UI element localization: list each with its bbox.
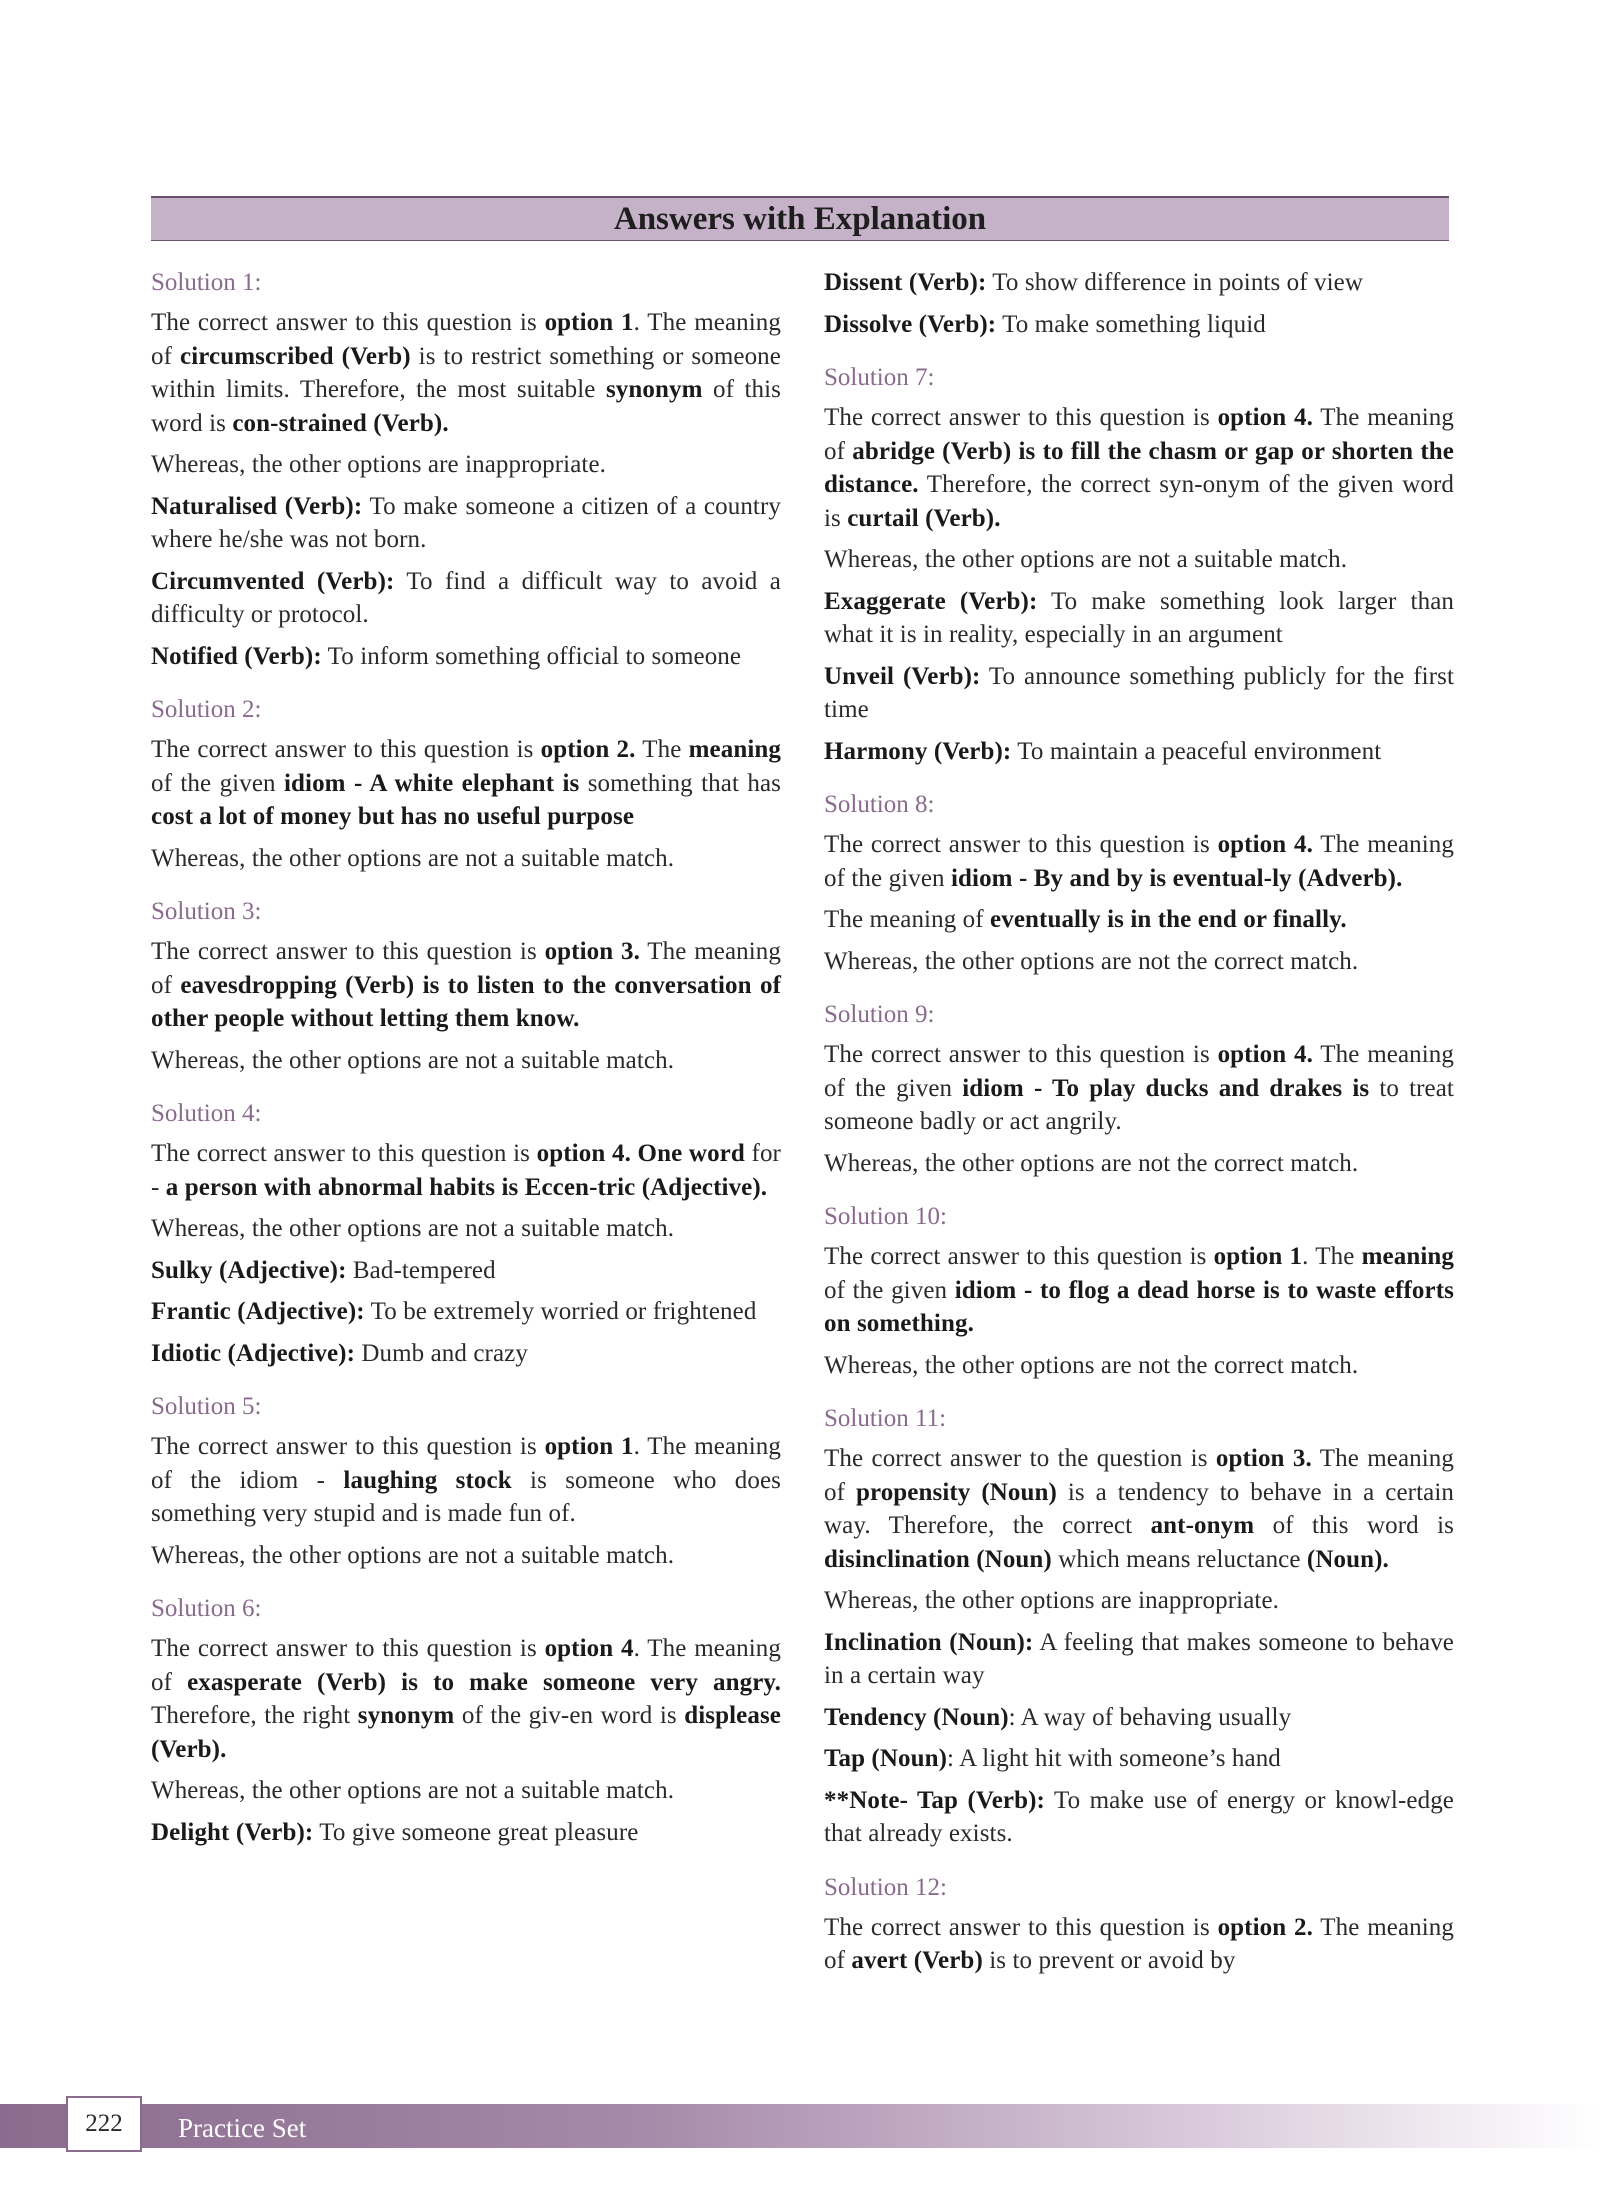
paragraph xyxy=(151,1137,781,1204)
paragraph xyxy=(151,1632,781,1766)
bold-text: Dissolve (Verb): xyxy=(824,310,997,338)
text: Whereas, the other options are not a suitable match. xyxy=(151,1046,675,1074)
text: To inform something official to someone xyxy=(321,642,742,670)
text: The meaning of xyxy=(151,938,781,999)
bold-text: option 2. xyxy=(540,736,636,763)
bold-text: meaning xyxy=(1361,1243,1454,1270)
bold-text: Naturalised (Verb): xyxy=(151,492,363,520)
solution-title: Solution 7: xyxy=(824,364,935,391)
text: Whereas, the other options are not a suitable match. xyxy=(151,1777,675,1804)
paragraph xyxy=(151,733,781,834)
paragraph xyxy=(824,1442,1454,1576)
paragraph xyxy=(824,735,1454,769)
text: To make use of energy or knowl-edge that already exists. xyxy=(824,1786,1454,1847)
bold-text: circumscribed (Verb) xyxy=(180,342,411,370)
bold-text: eavesdropping (Verb) is to listen to the conversation of other people without letting them know. xyxy=(151,971,781,1032)
text: To make something liquid xyxy=(996,310,1266,338)
paragraph xyxy=(151,1337,781,1371)
text: To maintain a peaceful environment xyxy=(1011,737,1382,765)
text: The meaning of the given xyxy=(824,831,1454,892)
text: Whereas, the other options are inappropriate. xyxy=(151,451,607,478)
bold-text: Harmony (Verb): xyxy=(824,737,1012,765)
text: A feeling that makes someone to behave in a certain way xyxy=(824,1628,1454,1689)
bold-text: Frantic (Adjective): xyxy=(151,1298,365,1325)
text: The correct answer to this question is xyxy=(151,1635,545,1662)
bold-text: Inclination (Noun): xyxy=(824,1628,1034,1656)
paragraph xyxy=(824,1349,1454,1383)
bold-text: disinclination (Noun) xyxy=(824,1545,1052,1573)
bold-text: (Noun). xyxy=(1306,1545,1389,1573)
bold-text: option 3. xyxy=(1215,1445,1312,1472)
text: The meaning of xyxy=(824,906,991,933)
bold-text: Tap (Noun) xyxy=(824,1745,948,1772)
text: Bad-tempered xyxy=(346,1256,496,1284)
text: The meaning of the given xyxy=(824,1041,1454,1102)
text: is to prevent or avoid by xyxy=(982,1947,1236,1974)
paragraph xyxy=(151,1774,781,1808)
text: of this word is xyxy=(1254,1512,1454,1539)
bold-text: propensity (Noun) xyxy=(855,1478,1057,1506)
bold-text: a person with abnormal habits is Eccen-tric (Adjective). xyxy=(165,1173,768,1201)
paragraph xyxy=(824,1147,1454,1181)
bold-text: eventually is in the end or finally. xyxy=(990,906,1347,933)
paragraph xyxy=(824,1911,1454,1978)
text: for - xyxy=(151,1140,781,1201)
bold-text: option 1 xyxy=(544,309,634,336)
solution-title: Solution 9: xyxy=(824,1001,935,1028)
text: The correct answer to this question is xyxy=(151,1140,537,1167)
text: Whereas, the other options are not a suitable match. xyxy=(824,546,1348,573)
text: To announce something publicly for the first time xyxy=(824,662,1454,723)
bold-text: synonym xyxy=(605,376,703,403)
paragraph xyxy=(824,1240,1454,1341)
paragraph xyxy=(824,828,1454,895)
text: of the giv-en word is xyxy=(454,1702,685,1729)
text: The correct answer to the question is xyxy=(824,1445,1216,1472)
text: The correct answer to this question is xyxy=(151,736,541,763)
bold-text: option 1 xyxy=(1213,1243,1303,1270)
bold-text: ant-onym xyxy=(1150,1512,1255,1539)
solution-title: Solution 1: xyxy=(151,269,262,296)
text: To make something look larger than what it is in reality, especially in an argument xyxy=(824,587,1454,648)
text: Whereas, the other options are not the correct match. xyxy=(824,947,1359,975)
text: Whereas, the other options are not the correct match. xyxy=(824,1351,1359,1379)
bold-text: Dissent (Verb): xyxy=(824,269,987,296)
bold-text: Sulky (Adjective): xyxy=(151,1256,347,1284)
solution-title: Solution 2: xyxy=(151,696,262,723)
text: . The xyxy=(1302,1243,1362,1270)
text: The meaning of xyxy=(824,1913,1454,1974)
paragraph xyxy=(824,543,1454,577)
text: Dumb and crazy xyxy=(355,1339,528,1367)
bold-text: meaning xyxy=(688,736,781,763)
solution-title: Solution 8: xyxy=(824,791,935,818)
paragraph xyxy=(824,660,1454,727)
text: is a tendency to behave in a certain way. Therefore, the correct xyxy=(824,1478,1454,1539)
text: To find a difficult way to avoid a difficulty or protocol. xyxy=(151,567,781,628)
text: The correct answer to this question is xyxy=(824,1913,1218,1941)
text: which means reluctance xyxy=(1051,1545,1307,1573)
paragraph xyxy=(151,1212,781,1246)
text: To give someone great pleasure xyxy=(313,1818,639,1846)
text: The meaning of xyxy=(824,1445,1455,1506)
paragraph xyxy=(151,1044,781,1078)
paragraph xyxy=(824,1784,1454,1851)
paragraph xyxy=(824,585,1454,652)
bold-text: idiom - A white elephant is xyxy=(283,769,580,797)
text: Whereas, the other options are not a suitable match. xyxy=(151,1541,675,1569)
bold-text: idiom - To play ducks and drakes is xyxy=(962,1074,1370,1102)
solution-title: Solution 10: xyxy=(824,1203,947,1230)
bold-text: Idiotic (Adjective): xyxy=(151,1339,356,1367)
bold-text: avert (Verb) xyxy=(851,1947,983,1974)
solution-title: Solution 5: xyxy=(151,1393,262,1420)
text: to treat someone badly or act angrily. xyxy=(824,1074,1454,1135)
bold-text: cost a lot of money but has no useful purpose xyxy=(151,803,635,830)
text: The correct answer to this question is xyxy=(151,309,545,336)
text: The correct answer to this question is xyxy=(151,1433,545,1460)
text: To make someone a citizen of a country where he/she was not born. xyxy=(151,492,781,553)
solution-title: Solution 3: xyxy=(151,898,262,925)
bold-text: option 4. xyxy=(1217,404,1313,431)
text: . The meaning of xyxy=(151,1635,781,1696)
section-title: Answers with Explanation xyxy=(613,201,987,237)
paragraph xyxy=(151,935,781,1036)
text: Whereas, the other options are not a suitable match. xyxy=(151,844,675,872)
paragraph xyxy=(824,1626,1454,1693)
footer-label: Practice Set xyxy=(178,2113,307,2143)
text: The xyxy=(635,736,689,763)
bold-text: Delight (Verb): xyxy=(151,1818,314,1846)
paragraph xyxy=(151,448,781,482)
text: is someone who does something very stupid and is made fun of. xyxy=(151,1466,782,1527)
paragraph xyxy=(151,640,781,674)
paragraph xyxy=(151,842,781,876)
bold-text: idiom - to flog a dead horse is to waste efforts on something. xyxy=(824,1276,1454,1337)
bold-text: Circumvented (Verb): xyxy=(151,567,395,595)
text: The correct answer to this question is xyxy=(824,1041,1218,1068)
paragraph xyxy=(824,1742,1454,1776)
paragraph xyxy=(824,308,1454,342)
bold-text: option 4. xyxy=(1217,831,1313,858)
paragraph xyxy=(824,903,1454,937)
paragraph xyxy=(151,1816,781,1850)
left-column xyxy=(151,266,781,1857)
text: is to restrict something or someone within limits. Therefore, the most suitable xyxy=(151,342,781,403)
solution-title: Solution 12: xyxy=(824,1873,947,1901)
text: : A light hit with someone’s hand xyxy=(947,1745,1281,1772)
paragraph xyxy=(151,1254,781,1288)
page-number: 222 xyxy=(66,2096,142,2152)
paragraph xyxy=(151,1295,781,1329)
text: of the given xyxy=(824,1276,955,1304)
text: of the given xyxy=(151,769,284,797)
text: Whereas, the other options are inappropriate. xyxy=(824,1587,1280,1614)
bold-text: synonym xyxy=(357,1702,455,1729)
bold-text: option 2. xyxy=(1217,1913,1313,1941)
paragraph xyxy=(824,1038,1454,1139)
bold-text: **Note- Tap (Verb): xyxy=(824,1786,1045,1814)
right-column xyxy=(824,266,1454,1986)
text: something that has xyxy=(579,769,781,797)
paragraph xyxy=(151,1539,781,1573)
paragraph xyxy=(151,490,781,557)
paragraph xyxy=(824,1701,1454,1735)
bold-text: Unveil (Verb): xyxy=(824,662,981,690)
bold-text: curtail (Verb). xyxy=(847,504,1001,532)
bold-text: Notified (Verb): xyxy=(151,642,322,670)
text: The correct answer to this question is xyxy=(824,1243,1214,1270)
bold-text: Tendency (Noun) xyxy=(824,1703,1009,1731)
text: Therefore, the right xyxy=(151,1702,358,1729)
bold-text: option 1 xyxy=(544,1433,634,1460)
text: The correct answer to this question is xyxy=(824,404,1218,431)
bold-text: idiom - By and by is eventual-ly (Adverb). xyxy=(950,864,1403,892)
paragraph xyxy=(151,565,781,632)
text: The correct answer to this question is xyxy=(824,831,1218,858)
section-header xyxy=(151,196,1449,241)
bold-text: con-strained (Verb). xyxy=(232,409,449,437)
bold-text: option 3. xyxy=(544,938,640,965)
text: To be extremely worried or frightened xyxy=(364,1298,757,1325)
text: Therefore, the correct syn-onym of the given word is xyxy=(824,471,1454,532)
solution-title: Solution 4: xyxy=(151,1100,262,1127)
bold-text: displease (Verb). xyxy=(151,1702,781,1763)
paragraph xyxy=(151,306,781,440)
text: : A way of behaving usually xyxy=(1008,1703,1292,1731)
solution-title: Solution 11: xyxy=(824,1405,947,1432)
paragraph xyxy=(824,266,1454,300)
text: The meaning of xyxy=(824,404,1454,465)
bold-text: option 4 xyxy=(544,1635,634,1662)
text: of this word is xyxy=(151,376,781,437)
text: . The meaning of xyxy=(151,309,781,370)
bold-text: Exaggerate (Verb): xyxy=(824,587,1038,615)
bold-text: option 4. xyxy=(1217,1041,1313,1068)
paragraph xyxy=(824,945,1454,979)
paragraph xyxy=(824,401,1454,535)
text: Whereas, the other options are not a suitable match. xyxy=(151,1215,675,1242)
paragraph xyxy=(151,1430,781,1531)
bold-text: laughing stock xyxy=(343,1466,512,1494)
paragraph xyxy=(824,1584,1454,1618)
bold-text: abridge (Verb) is to fill the chasm or gap or shorten the distance. xyxy=(824,437,1454,498)
text: Whereas, the other options are not the correct match. xyxy=(824,1149,1359,1177)
text: To show difference in points of view xyxy=(986,269,1364,296)
text: The correct answer to this question is xyxy=(151,938,545,965)
text: . The meaning of the idiom - xyxy=(151,1433,781,1494)
solution-title: Solution 6: xyxy=(151,1595,262,1622)
bold-text: exasperate (Verb) is to make someone very angry. xyxy=(187,1668,781,1696)
bold-text: option 4. One word xyxy=(536,1140,745,1167)
